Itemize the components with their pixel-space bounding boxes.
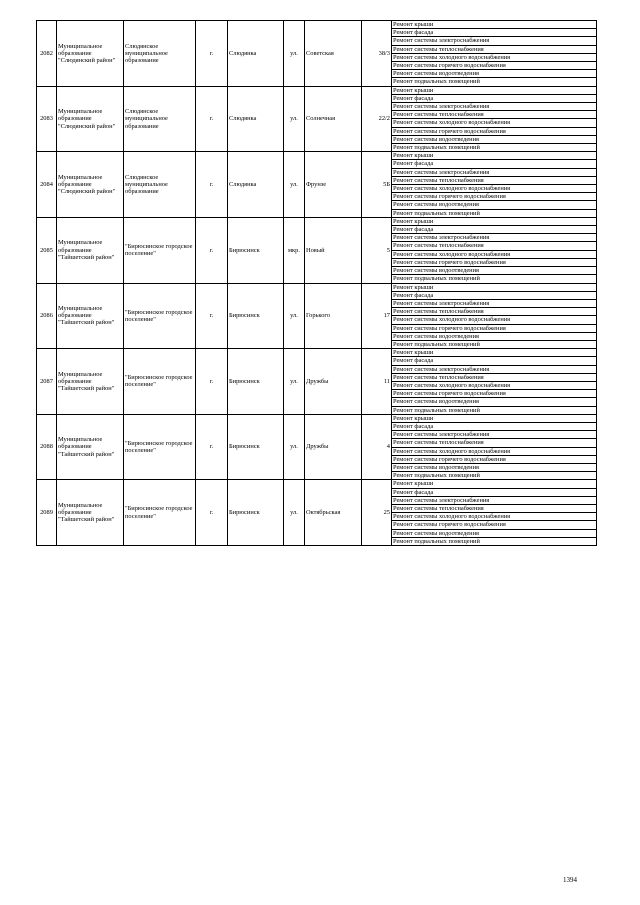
work-type-cell: Ремонт системы холодного водоснабжения (392, 185, 597, 193)
work-type-cell: Ремонт системы горячего водоснабжения (392, 258, 597, 266)
work-type-cell: Ремонт подвальных помещений (392, 406, 597, 414)
work-type-cell: Ремонт системы водоотведения (392, 267, 597, 275)
street-cell: Новый (305, 217, 362, 283)
locality-type-cell: г. (196, 152, 228, 218)
house-number-cell: 5 (362, 217, 392, 283)
work-type-cell: Ремонт крыши (392, 86, 597, 94)
record-number: 2085 (37, 217, 57, 283)
house-number-cell: 4 (362, 414, 392, 480)
settlement-cell: "Бирюсинское городское поселение" (124, 414, 196, 480)
page-number: 1394 (563, 876, 577, 884)
work-type-cell: Ремонт системы холодного водоснабжения (392, 447, 597, 455)
record-number: 2082 (37, 21, 57, 87)
work-type-cell: Ремонт подвальных помещений (392, 472, 597, 480)
work-type-cell: Ремонт крыши (392, 21, 597, 29)
work-type-cell: Ремонт системы электроснабжения (392, 234, 597, 242)
house-number-cell: 5Б (362, 152, 392, 218)
work-type-cell: Ремонт системы холодного водоснабжения (392, 53, 597, 61)
municipality-cell: Муниципальное образование "Тайшетский район" (57, 217, 124, 283)
work-type-cell: Ремонт системы водоотведения (392, 463, 597, 471)
work-type-cell: Ремонт системы водоотведения (392, 332, 597, 340)
work-type-cell: Ремонт крыши (392, 283, 597, 291)
street-type-cell: ул. (284, 480, 305, 546)
record-number: 2088 (37, 414, 57, 480)
work-type-cell: Ремонт системы горячего водоснабжения (392, 390, 597, 398)
table-row (37, 86, 597, 94)
work-type-cell: Ремонт подвальных помещений (392, 537, 597, 545)
street-cell: Фрунзе (305, 152, 362, 218)
work-type-cell: Ремонт системы холодного водоснабжения (392, 316, 597, 324)
work-type-cell: Ремонт системы теплоснабжения (392, 373, 597, 381)
work-type-cell: Ремонт крыши (392, 217, 597, 225)
street-type-cell: ул. (284, 152, 305, 218)
work-type-cell: Ремонт системы водоотведения (392, 201, 597, 209)
house-number-cell: 11 (362, 349, 392, 415)
work-type-cell: Ремонт фасада (392, 291, 597, 299)
work-type-cell: Ремонт системы теплоснабжения (392, 111, 597, 119)
settlement-cell: "Бирюсинское городское поселение" (124, 217, 196, 283)
work-type-cell: Ремонт подвальных помещений (392, 275, 597, 283)
municipality-cell: Муниципальное образование "Тайшетский район" (57, 283, 124, 349)
table-row (37, 414, 597, 422)
work-type-cell: Ремонт крыши (392, 480, 597, 488)
house-number-cell: 22/2 (362, 86, 392, 152)
municipality-cell: Муниципальное образование "Слюдянский район" (57, 152, 124, 218)
street-cell: Горького (305, 283, 362, 349)
work-type-cell: Ремонт системы холодного водоснабжения (392, 119, 597, 127)
locality-type-cell: г. (196, 414, 228, 480)
work-type-cell: Ремонт крыши (392, 349, 597, 357)
table-row (37, 21, 597, 29)
table-row (37, 349, 597, 357)
house-number-cell: 17 (362, 283, 392, 349)
work-type-cell: Ремонт крыши (392, 414, 597, 422)
settlement-cell: "Бирюсинское городское поселение" (124, 283, 196, 349)
locality-cell: Бирюсинск (228, 283, 284, 349)
table-row (37, 283, 597, 291)
work-type-cell: Ремонт системы горячего водоснабжения (392, 62, 597, 70)
work-type-cell: Ремонт крыши (392, 152, 597, 160)
locality-cell: Бирюсинск (228, 217, 284, 283)
work-type-cell: Ремонт системы холодного водоснабжения (392, 250, 597, 258)
work-type-cell: Ремонт подвальных помещений (392, 209, 597, 217)
street-type-cell: ул. (284, 283, 305, 349)
street-type-cell: ул. (284, 86, 305, 152)
repair-registry-table (36, 20, 597, 546)
street-type-cell: мкр. (284, 217, 305, 283)
table-row (37, 152, 597, 160)
record-number: 2084 (37, 152, 57, 218)
work-type-cell: Ремонт фасада (392, 226, 597, 234)
settlement-cell: Слюдянское муниципальное образование (124, 86, 196, 152)
work-type-cell: Ремонт подвальных помещений (392, 340, 597, 348)
work-type-cell: Ремонт системы электроснабжения (392, 299, 597, 307)
work-type-cell: Ремонт системы электроснабжения (392, 103, 597, 111)
work-type-cell: Ремонт системы теплоснабжения (392, 504, 597, 512)
work-type-cell: Ремонт фасада (392, 422, 597, 430)
street-cell: Дружбы (305, 414, 362, 480)
work-type-cell: Ремонт фасада (392, 94, 597, 102)
work-type-cell: Ремонт системы горячего водоснабжения (392, 324, 597, 332)
record-number: 2083 (37, 86, 57, 152)
work-type-cell: Ремонт подвальных помещений (392, 144, 597, 152)
work-type-cell: Ремонт системы электроснабжения (392, 168, 597, 176)
work-type-cell: Ремонт системы теплоснабжения (392, 176, 597, 184)
municipality-cell: Муниципальное образование "Слюдянский район" (57, 21, 124, 87)
work-type-cell: Ремонт фасада (392, 29, 597, 37)
house-number-cell: 38/3 (362, 21, 392, 87)
locality-type-cell: г. (196, 480, 228, 546)
locality-type-cell: г. (196, 283, 228, 349)
work-type-cell: Ремонт системы горячего водоснабжения (392, 455, 597, 463)
settlement-cell: Слюдянское муниципальное образование (124, 21, 196, 87)
municipality-cell: Муниципальное образование "Тайшетский район" (57, 414, 124, 480)
work-type-cell: Ремонт системы холодного водоснабжения (392, 513, 597, 521)
work-type-cell: Ремонт системы электроснабжения (392, 37, 597, 45)
work-type-cell: Ремонт системы теплоснабжения (392, 439, 597, 447)
locality-cell: Бирюсинск (228, 349, 284, 415)
settlement-cell: "Бирюсинское городское поселение" (124, 349, 196, 415)
street-cell: Дружбы (305, 349, 362, 415)
municipality-cell: Муниципальное образование "Слюдянский район" (57, 86, 124, 152)
locality-type-cell: г. (196, 86, 228, 152)
locality-type-cell: г. (196, 349, 228, 415)
street-type-cell: ул. (284, 21, 305, 87)
locality-cell: Бирюсинск (228, 480, 284, 546)
municipality-cell: Муниципальное образование "Тайшетский район" (57, 349, 124, 415)
work-type-cell: Ремонт системы горячего водоснабжения (392, 127, 597, 135)
table-row (37, 217, 597, 225)
work-type-cell: Ремонт системы водоотведения (392, 135, 597, 143)
work-type-cell: Ремонт системы водоотведения (392, 529, 597, 537)
street-cell: Октябрьская (305, 480, 362, 546)
settlement-cell: Слюдянское муниципальное образование (124, 152, 196, 218)
locality-cell: Слюдянка (228, 21, 284, 87)
work-type-cell: Ремонт фасада (392, 357, 597, 365)
work-type-cell: Ремонт системы электроснабжения (392, 496, 597, 504)
work-type-cell: Ремонт подвальных помещений (392, 78, 597, 86)
locality-cell: Бирюсинск (228, 414, 284, 480)
record-number: 2089 (37, 480, 57, 546)
work-type-cell: Ремонт системы электроснабжения (392, 365, 597, 373)
settlement-cell: "Бирюсинское городское поселение" (124, 480, 196, 546)
work-type-cell: Ремонт системы горячего водоснабжения (392, 521, 597, 529)
locality-cell: Слюдянка (228, 152, 284, 218)
street-cell: Советская (305, 21, 362, 87)
table-row (37, 480, 597, 488)
street-type-cell: ул. (284, 349, 305, 415)
street-cell: Солнечная (305, 86, 362, 152)
work-type-cell: Ремонт системы теплоснабжения (392, 45, 597, 53)
work-type-cell: Ремонт системы электроснабжения (392, 431, 597, 439)
record-number: 2087 (37, 349, 57, 415)
record-number: 2086 (37, 283, 57, 349)
work-type-cell: Ремонт системы теплоснабжения (392, 308, 597, 316)
locality-type-cell: г. (196, 21, 228, 87)
municipality-cell: Муниципальное образование "Тайшетский район" (57, 480, 124, 546)
work-type-cell: Ремонт фасада (392, 160, 597, 168)
work-type-cell: Ремонт системы холодного водоснабжения (392, 381, 597, 389)
street-type-cell: ул. (284, 414, 305, 480)
house-number-cell: 25 (362, 480, 392, 546)
work-type-cell: Ремонт системы горячего водоснабжения (392, 193, 597, 201)
work-type-cell: Ремонт системы водоотведения (392, 70, 597, 78)
work-type-cell: Ремонт системы водоотведения (392, 398, 597, 406)
work-type-cell: Ремонт системы теплоснабжения (392, 242, 597, 250)
work-type-cell: Ремонт фасада (392, 488, 597, 496)
locality-cell: Слюдянка (228, 86, 284, 152)
locality-type-cell: г. (196, 217, 228, 283)
